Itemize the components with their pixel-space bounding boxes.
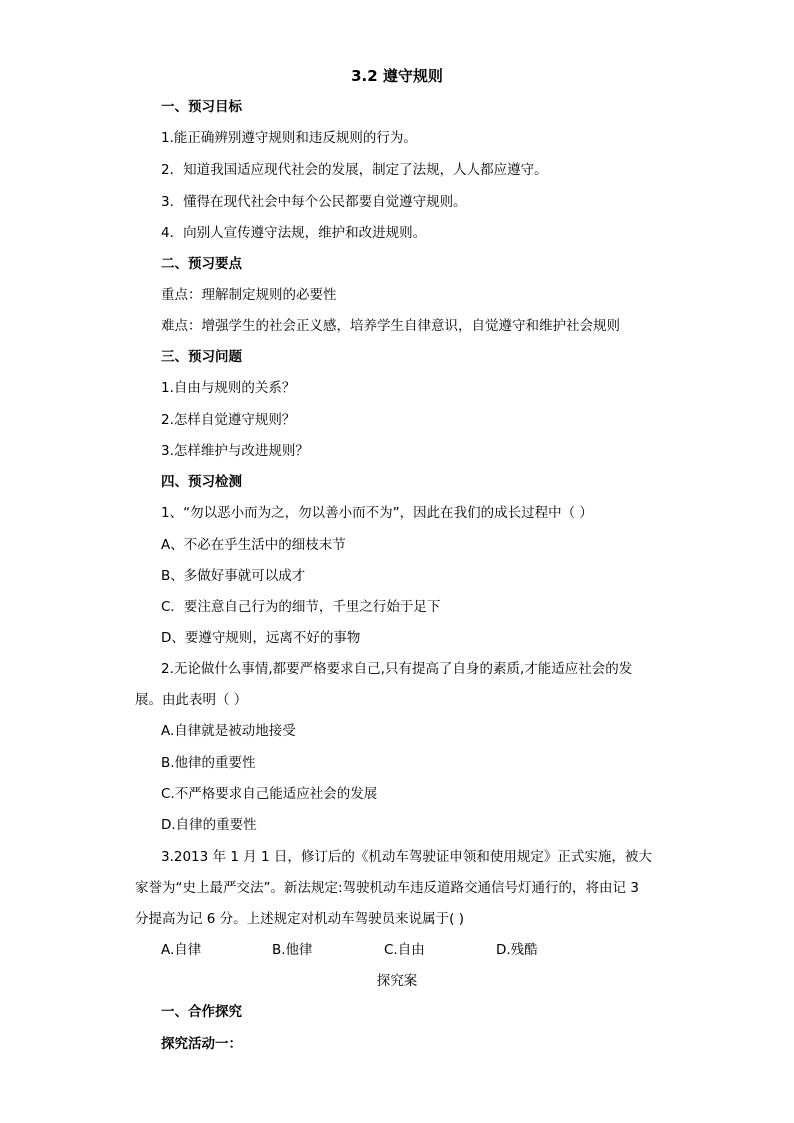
- q2-stem-line2: 展。由此表明（ ）: [135, 692, 248, 708]
- goal-item-2: 2．知道我国适应现代社会的发展，制定了法规，人人都应遵守。: [161, 162, 548, 178]
- explore-heading: 探究案: [376, 973, 418, 989]
- section1-heading: 一、预习目标: [161, 99, 242, 115]
- q3-option-d: D.残酷: [496, 942, 538, 958]
- question-item-1: 1.自由与规则的关系？: [161, 380, 296, 396]
- q3-stem-line3: 分提高为记 6 分。上述规定对机动车驾驶员来说属于( ): [135, 911, 464, 927]
- q1-option-d: D、要遵守规则，远离不好的事物: [161, 630, 361, 646]
- explore-activity: 探究活动一：: [161, 1036, 242, 1052]
- q2-option-a: A.自律就是被动地接受: [161, 723, 296, 739]
- q2-option-c: C.不严格要求自己能适应社会的发展: [161, 786, 378, 802]
- q1-option-a: A、不必在乎生活中的细枝末节: [161, 537, 346, 553]
- q3-stem-line2: 家誉为“史上最严交法”。新法规定:驾驶机动车违反道路交通信号灯通行的，将由记 3: [135, 880, 639, 896]
- q1-option-b: B、多做好事就可以成才: [161, 568, 306, 584]
- goal-item-3: 3．懂得在现代社会中每个公民都要自觉遵守规则。: [161, 194, 467, 210]
- question-item-3: 3.怎样维护与改进规则？: [161, 443, 309, 459]
- goal-item-1: 1.能正确辨别遵守规则和违反规则的行为。: [161, 130, 417, 146]
- section2-heading: 二、预习要点: [161, 256, 242, 272]
- key-point: 重点：理解制定规则的必要性: [161, 287, 337, 303]
- question-item-2: 2.怎样自觉遵守规则？: [161, 412, 296, 428]
- q3-option-a: A.自律: [161, 942, 202, 958]
- explore-subheading: 一、合作探究: [161, 1004, 242, 1020]
- q2-option-d: D.自律的重要性: [161, 817, 257, 833]
- q2-option-b: B.他律的重要性: [161, 755, 256, 771]
- goal-item-4: 4．向别人宣传遵守法规，维护和改进规则。: [161, 225, 427, 241]
- difficult-point: 难点：增强学生的社会正义感，培养学生自律意识，自觉遵守和维护社会规则: [161, 318, 620, 334]
- q3-option-b: B.他律: [272, 942, 313, 958]
- q1-stem: 1、“勿以恶小而为之，勿以善小而不为”，因此在我们的成长过程中（ ）: [161, 505, 593, 521]
- section4-heading: 四、预习检测: [161, 474, 242, 490]
- q3-stem-line1: 3.2013 年 1 月 1 日，修订后的《机动车驾驶证申领和使用规定》正式实施，被大: [161, 849, 652, 865]
- q1-option-c: C．要注意自己行为的细节，千里之行始于足下: [161, 599, 441, 615]
- q3-option-c: C.自由: [384, 942, 425, 958]
- page-title: 3.2 遵守规则: [351, 67, 443, 85]
- section3-heading: 三、预习问题: [161, 349, 242, 365]
- q2-stem-line1: 2.无论做什么事情,都要严格要求自己,只有提高了自身的素质,才能适应社会的发: [161, 661, 633, 677]
